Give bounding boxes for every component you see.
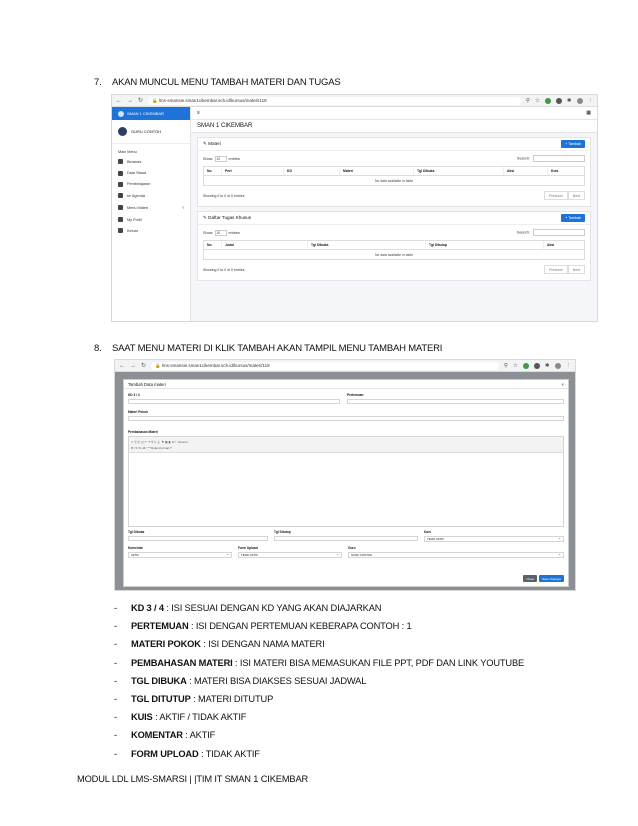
column-header[interactable]: Tgl Dibuka: [414, 167, 504, 175]
field-key: KOMENTAR: [131, 730, 183, 741]
list-item: - TGL DIBUKA : MATERI BISA DIAKSES SESUAI JADWAL: [114, 676, 524, 694]
close-button[interactable]: Close: [523, 575, 537, 582]
editor-toolbar-row[interactable]: B I S Tx ≔ ⁝ ❝ Styles Format ?: [131, 445, 172, 450]
page-footer: MODUL LDL LMS-SMARSI | |TIM IT SMAN 1 CIKEMBAR: [77, 774, 309, 784]
list-item: - MATERI POKOK : ISI DENGAN NAMA MATERI: [114, 639, 524, 657]
editor-toolbar: [129, 437, 563, 453]
step-8-heading: [94, 343, 442, 354]
extension-icon[interactable]: [556, 98, 562, 104]
sidebar-brand[interactable]: [112, 107, 190, 120]
materi-card: [197, 137, 591, 207]
kd-field: [128, 393, 340, 404]
grid-icon[interactable]: ▦: [586, 110, 591, 116]
forward-icon[interactable]: →: [127, 97, 133, 104]
search-input[interactable]: [533, 155, 585, 162]
user-icon: [118, 217, 123, 222]
brand-text: SMAN 1 CIKEMBAR: [127, 111, 164, 116]
browser-toolbar: [115, 360, 575, 372]
column-header[interactable]: Tgl Dibuka: [308, 241, 426, 249]
tugas-card: [197, 211, 591, 281]
kuis-field: [424, 530, 564, 542]
users-icon: [118, 171, 123, 176]
sidebar-item-label: Pembelajaran: [127, 182, 151, 187]
main-content: [191, 107, 597, 321]
column-header[interactable]: No: [204, 241, 222, 249]
table-controls: [198, 225, 590, 240]
edit-icon: ✎: [203, 215, 209, 220]
field-label: Kuis: [424, 530, 431, 534]
calendar-icon: [118, 193, 123, 198]
next-button[interactable]: Next: [568, 265, 585, 274]
url-text: lms-smansie.sman1cikembar.sch.id/kursus/materi/118: [161, 363, 270, 368]
column-header[interactable]: Pert: [222, 167, 284, 175]
previous-button[interactable]: Previous: [544, 191, 568, 200]
field-label: Komentar: [128, 546, 143, 550]
show-label: Show: [203, 156, 213, 161]
entries-label: entries: [228, 156, 240, 161]
card-header: [198, 138, 590, 151]
step-number: 8.: [94, 343, 102, 354]
profile-icon[interactable]: [555, 363, 561, 369]
list-item: - TGL DITUTUP : MATERI DITUTUP: [114, 694, 524, 712]
screenshot-tambah-materi-modal: [114, 359, 576, 591]
browser-extensions: [526, 98, 593, 104]
table-footer: [198, 186, 590, 206]
tgl-ditutup-input[interactable]: [274, 536, 418, 542]
avatar: [118, 127, 127, 136]
pagination: [544, 191, 585, 200]
next-button[interactable]: Next: [568, 191, 585, 200]
guru-field: [348, 546, 564, 558]
materi-table: [203, 166, 585, 186]
field-label: Pembahasan Materi: [128, 430, 158, 434]
sidebar-item-data-siswa[interactable]: [112, 167, 190, 178]
save-changes-button[interactable]: Save changes: [539, 575, 564, 582]
list-item: - KUIS : AKTIF / TIDAK AKTIF: [114, 712, 524, 730]
field-label: Materi Pokok: [128, 410, 148, 414]
screenshot-materi-page: [111, 94, 598, 322]
list-item: - PEMBAHASAN MATERI : ISI MATERI BISA MEMASUKAN FILE PPT, PDF DAN LINK YOUTUBE: [114, 658, 524, 676]
entries-label: entries: [228, 230, 240, 235]
empty-message: No data available in table: [374, 252, 414, 257]
field-desc: : AKTIF / TIDAK AKTIF: [155, 712, 247, 723]
modal-title: Tambah Data materi: [128, 381, 166, 387]
extension-icon[interactable]: [545, 98, 551, 104]
zoom-icon[interactable]: ⚲: [503, 362, 508, 369]
field-desc: : ISI DENGAN NAMA MATERI: [203, 639, 325, 650]
back-icon[interactable]: ←: [116, 97, 122, 104]
sidebar-item-label: Beranda: [127, 159, 142, 164]
forward-icon[interactable]: →: [130, 362, 136, 369]
step-number: 7.: [94, 77, 102, 88]
entries-info: Showing 0 to 0 of 0 entries: [203, 267, 245, 272]
table-controls: [198, 151, 590, 166]
url-text: lms-smansie.sman1cikembar.sch.id/kursus/materi/118: [158, 98, 267, 103]
kebab-menu-icon[interactable]: ⋮: [587, 97, 593, 104]
column-header[interactable]: Aksi: [504, 167, 548, 175]
kd-input[interactable]: [128, 399, 340, 405]
table-footer: [198, 260, 590, 280]
reload-icon[interactable]: ↻: [141, 363, 147, 369]
column-header[interactable]: Aksi: [547, 243, 555, 247]
back-icon[interactable]: ←: [119, 362, 125, 369]
list-item: - KD 3 / 4 : ISI SESUAI DENGAN KD YANG AKAN DIAJARKAN: [114, 603, 524, 621]
pertemuan-field: [347, 393, 564, 404]
field-key: TGL DITUTUP: [131, 693, 191, 704]
sidebar-item-label: Menu Materi: [127, 205, 149, 210]
search-label: Search:: [516, 156, 530, 161]
modal-footer: [523, 575, 564, 582]
reload-icon[interactable]: ↻: [138, 98, 144, 104]
field-label: Tgl Ditutup: [274, 530, 291, 534]
extension-icon[interactable]: [534, 363, 540, 369]
sidebar-item-menu-materi[interactable]: [112, 202, 190, 214]
field-key: TGL DIBUKA: [131, 675, 187, 686]
sidebar-item-keluar[interactable]: [112, 225, 190, 236]
star-icon[interactable]: ☆: [534, 97, 540, 104]
sidebar-item-label: Data Siswa: [127, 171, 147, 176]
tambah-tugas-button[interactable]: [561, 214, 585, 222]
lock-icon: 🔒: [155, 362, 162, 368]
rich-text-editor[interactable]: [128, 436, 564, 527]
lock-icon: 🔒: [152, 97, 159, 103]
search-label: Search:: [516, 230, 530, 235]
komentar-select[interactable]: AKTIF ⌄: [128, 552, 232, 558]
book-icon: [118, 205, 123, 210]
form-upload-field: [238, 546, 342, 558]
field-desc: : ISI MATERI BISA MEMASUKAN FILE PPT, PDF DAN LINK YOUTUBE: [235, 657, 525, 668]
page-title: SMAN 1 CIKEMBAR: [191, 120, 597, 133]
tugas-table: [203, 240, 585, 260]
materi-pokok-field: [128, 410, 564, 421]
edit-icon: ✎: [203, 141, 209, 146]
card-title: Materi: [208, 141, 221, 146]
extension-icon[interactable]: [523, 363, 529, 369]
field-desc: : MATERI DITUTUP: [193, 693, 274, 704]
user-name: GURU CONTOH: [131, 129, 162, 134]
sidebar-item-beranda[interactable]: [112, 156, 190, 167]
plus-icon: +: [565, 216, 569, 220]
entries-select[interactable]: 10: [215, 156, 227, 162]
column-header[interactable]: Kuis: [551, 169, 559, 173]
field-desc: : TIDAK AKTIF: [201, 748, 260, 759]
step-text: AKAN MUNCUL MENU TAMBAH MATERI DAN TUGAS: [112, 77, 341, 88]
browser-extensions: [504, 363, 571, 369]
tambah-materi-modal: [123, 379, 569, 587]
field-label: Pertemuan: [347, 393, 364, 397]
form-upload-select[interactable]: TIDAK AKTIF ⌄: [238, 552, 342, 558]
field-key: FORM UPLOAD: [131, 748, 199, 759]
guru-select[interactable]: GURU CONTOH ⌄: [348, 552, 564, 558]
tgl-dibuka-field: [128, 530, 268, 541]
field-key: KD 3 / 4: [131, 603, 164, 613]
field-label: Guru: [348, 546, 356, 550]
sidebar-item-label: My Profil: [127, 217, 142, 222]
modal-header: [124, 380, 568, 389]
field-key: PERTEMUAN: [131, 621, 189, 632]
list-item: - FORM UPLOAD : TIDAK AKTIF: [114, 749, 524, 767]
column-header[interactable]: Tgl Ditutup: [426, 241, 544, 249]
field-desc: : AKTIF: [185, 730, 216, 741]
step-text: SAAT MENU MATERI DI KLIK TAMBAH AKAN TAMPIL MENU TAMBAH MATERI: [112, 343, 443, 354]
tambah-materi-button[interactable]: [561, 140, 585, 148]
button-label: Tambah: [568, 142, 581, 146]
search-input[interactable]: [533, 229, 585, 236]
tgl-ditutup-field: [274, 530, 418, 541]
show-label: Show: [203, 230, 213, 235]
field-desc: : ISI SESUAI DENGAN KD YANG AKAN DIAJARKAN: [166, 603, 382, 613]
zoom-icon[interactable]: ⚲: [525, 97, 530, 104]
button-label: Tambah: [568, 216, 581, 220]
home-icon: [118, 159, 123, 164]
field-key: KUIS: [131, 712, 153, 723]
topbar: [191, 107, 597, 120]
editor-toolbar-row[interactable]: ✂ ⎘ ⎗ ◫ ↶ ↷ ⚲ ≡ ⚓ ⚑ ▦ ◧ Ω ⛶ Source: [131, 439, 188, 444]
column-header[interactable]: Judul: [222, 241, 308, 249]
entries-select[interactable]: 10: [215, 230, 227, 236]
entries-info: Showing 0 to 0 of 0 entries: [203, 193, 245, 198]
list-item: - KOMENTAR : AKTIF: [114, 730, 524, 748]
field-label: KD 3 / 4: [128, 393, 140, 397]
column-header[interactable]: No: [204, 167, 222, 175]
puzzle-icon[interactable]: ✱: [566, 97, 572, 104]
chevron-left-icon: ‹: [182, 204, 184, 211]
komentar-field: [128, 546, 232, 558]
column-header[interactable]: KD: [284, 167, 340, 175]
tgl-dibuka-input[interactable]: [128, 536, 268, 542]
menu-heading: Main Menu: [118, 150, 137, 154]
field-desc: : MATERI BISA DIAKSES SESUAI JADWAL: [189, 675, 367, 686]
field-key: MATERI POKOK: [131, 639, 201, 650]
school-logo-icon: [118, 111, 124, 117]
sidebar-item-label: ke Agenda: [127, 193, 145, 198]
pembahasan-field: [128, 430, 564, 436]
pagination: [544, 265, 585, 274]
sidebar: [112, 107, 191, 321]
card-title: Daftar Tugas Khusus: [208, 215, 252, 220]
plus-icon: +: [565, 142, 569, 146]
browser-toolbar: [112, 95, 597, 107]
previous-button[interactable]: Previous: [544, 265, 568, 274]
field-label: Tgl Dibuka: [128, 530, 145, 534]
logout-icon: [118, 228, 123, 233]
sidebar-item-pembelajaran[interactable]: [112, 179, 190, 190]
address-bar[interactable]: [151, 362, 499, 370]
sidebar-item-agenda[interactable]: [112, 190, 190, 201]
edit-icon: [118, 182, 123, 187]
list-item: - PERTEMUAN : ISI DENGAN PERTEMUAN KEBERAPA CONTOH : 1: [114, 621, 524, 639]
empty-message: No data available in table: [374, 178, 414, 183]
field-label: Form Upload: [238, 546, 258, 550]
kuis-select[interactable]: TIDAK AKTIF ⌄: [424, 536, 564, 542]
app-layout: [112, 107, 597, 321]
star-icon[interactable]: ☆: [512, 362, 518, 369]
field-desc: : ISI DENGAN PERTEMUAN KEBERAPA CONTOH : 1: [190, 621, 412, 632]
card-header: [198, 212, 590, 225]
table-header: [204, 167, 584, 176]
sidebar-user[interactable]: [112, 120, 190, 144]
address-bar[interactable]: [148, 97, 521, 105]
column-header[interactable]: Materi: [340, 167, 414, 175]
materi-pokok-input[interactable]: [128, 416, 564, 422]
sidebar-item-label: Keluar: [127, 228, 138, 233]
puzzle-icon[interactable]: ✱: [544, 362, 550, 369]
profile-icon[interactable]: [577, 98, 583, 104]
field-key: PEMBAHASAN MATERI: [131, 657, 233, 668]
field-description-list: [114, 603, 524, 767]
sidebar-item-my-profil[interactable]: [112, 214, 190, 225]
kebab-menu-icon[interactable]: ⋮: [565, 362, 571, 369]
table-header: [204, 241, 584, 250]
hamburger-icon[interactable]: ≡: [197, 110, 200, 116]
pertemuan-input[interactable]: [347, 399, 564, 405]
close-icon[interactable]: ×: [561, 381, 564, 387]
step-7-heading: [94, 77, 340, 88]
